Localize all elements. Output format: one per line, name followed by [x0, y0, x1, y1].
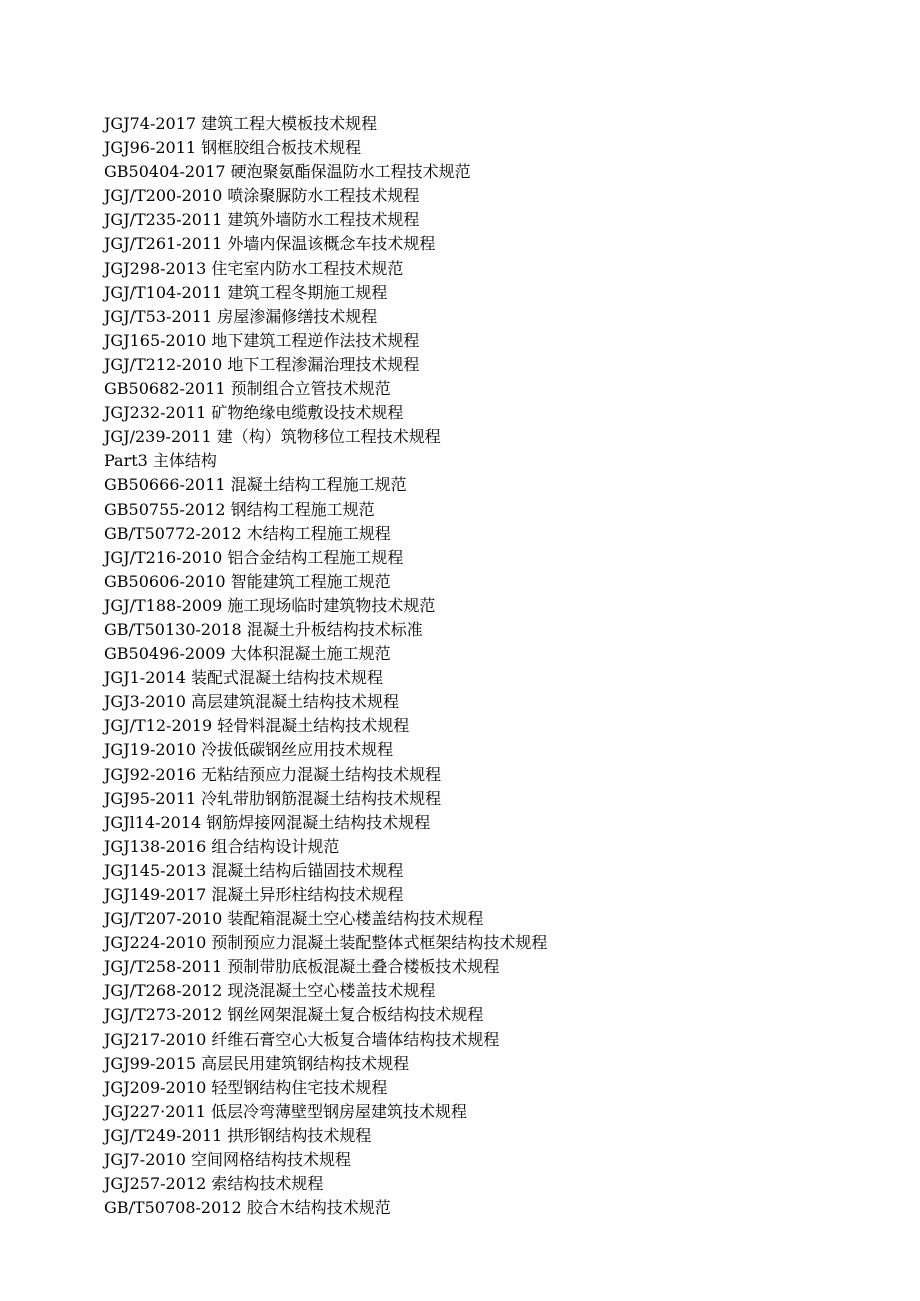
standard-item: JGJ/T216-2010 铝合金结构工程施工规程 — [104, 547, 404, 567]
standard-item: GB/T50130-2018 混凝土升板结构技术标准 — [104, 619, 423, 639]
standard-item: JGJ257-2012 索结构技术规程 — [104, 1174, 324, 1194]
standard-item: JGJ/T268-2012 现浇混凝土空心楼盖技术规程 — [104, 981, 436, 1001]
standard-item: JGJ/T273-2012 钢丝网架混凝土复合板结构技术规程 — [104, 1005, 484, 1025]
standard-item: JGJ298-2013 住宅室内防水工程技术规范 — [104, 258, 404, 278]
standard-item: JGJ227·2011 低层冷弯薄壁型钢房屋建筑技术规程 — [104, 1101, 468, 1121]
standard-item: JGJ232-2011 矿物绝缘电缆敷设技术规程 — [104, 403, 404, 423]
standard-item: JGJ/T235-2011 建筑外墙防水工程技术规程 — [104, 210, 420, 230]
standard-item: GB50404-2017 硬泡聚氨酯保温防水工程技术规范 — [104, 162, 471, 182]
standard-item: JGJ/T261-2011 外墙内保温该概念车技术规程 — [104, 234, 436, 254]
standard-item: JGJ/T207-2010 装配箱混凝土空心楼盖结构技术规程 — [104, 909, 484, 929]
standard-item: JGJ19-2010 冷拔低碳钢丝应用技术规程 — [104, 740, 394, 760]
standard-item: GB50682-2011 预制组合立管技术规范 — [104, 379, 391, 399]
standard-item: JGJ92-2016 无粘结预应力混凝土结构技术规程 — [104, 764, 442, 784]
standard-item: GB/T50772-2012 木结构工程施工规程 — [104, 523, 391, 543]
standard-item: GB50496-2009 大体积混凝土施工规范 — [104, 644, 391, 664]
standard-item: JGJ224-2010 预制预应力混凝土装配整体式框架结构技术规程 — [104, 933, 548, 953]
standard-item: JGJ/T200-2010 喷涂聚脲防水工程技术规程 — [104, 186, 420, 206]
standard-item: JGJ149-2017 混凝土异形柱结构技术规程 — [104, 885, 404, 904]
standard-item: JGJl14-2014 钢筋焊接网混凝土结构技术规程 — [104, 812, 431, 832]
standard-item: JGJ/T249-2011 拱形钢结构技术规程 — [104, 1125, 372, 1145]
standard-item: JGJ/T12-2019 轻骨料混凝土结构技术规程 — [104, 716, 410, 736]
standards-list — [104, 112, 547, 1220]
standard-item: JGJ74-2017 建筑工程大模板技术规程 — [104, 114, 378, 133]
standard-item: JGJ/T53-2011 房屋渗漏修缮技术规程 — [104, 306, 378, 326]
section-heading: Part3 主体结构 — [104, 451, 217, 471]
standard-item: JGJ99-2015 高层民用建筑钢结构技术规程 — [104, 1053, 410, 1073]
standard-item: JGJ209-2010 轻型钢结构住宅技术规程 — [104, 1077, 388, 1097]
standard-item: GB50755-2012 钢结构工程施工规范 — [104, 499, 375, 519]
standard-item: JGJ217-2010 纤维石膏空心大板复合墙体结构技术规程 — [104, 1029, 500, 1049]
standard-item: JGJ95-2011 冷轧带肋钢筋混凝土结构技术规程 — [104, 788, 442, 808]
standard-item: JGJ/T188-2009 施工现场临时建筑物技术规范 — [104, 595, 436, 615]
standard-item: JGJ/T258-2011 预制带肋底板混凝土叠合楼板技术规程 — [104, 957, 500, 977]
standard-item: GB50666-2011 混凝土结构工程施工规范 — [104, 475, 407, 495]
standard-item: JGJ/T212-2010 地下工程渗漏治理技术规程 — [104, 354, 420, 374]
standard-item: GB/T50708-2012 胶合木结构技术规范 — [104, 1198, 391, 1218]
standard-item: JGJ96-2011 钢框胶组合板技术规程 — [104, 138, 362, 158]
standard-item: JGJ145-2013 混凝土结构后锚固技术规程 — [104, 860, 404, 880]
standard-item: JGJ3-2010 高层建筑混凝土结构技术规程 — [104, 692, 400, 712]
standard-item: JGJ165-2010 地下建筑工程逆作法技术规程 — [104, 330, 420, 350]
standard-item: JGJ1-2014 装配式混凝土结构技术规程 — [104, 668, 384, 688]
standard-item: JGJ138-2016 组合结构设计规范 — [104, 836, 340, 856]
standard-item: JGJ/T104-2011 建筑工程冬期施工规程 — [104, 282, 388, 302]
standard-item: JGJ/239-2011 建（构）筑物移位工程技术规程 — [104, 427, 441, 447]
standard-item: JGJ7-2010 空间网格结构技术规程 — [104, 1150, 352, 1170]
standard-item: GB50606-2010 智能建筑工程施工规范 — [104, 571, 391, 591]
